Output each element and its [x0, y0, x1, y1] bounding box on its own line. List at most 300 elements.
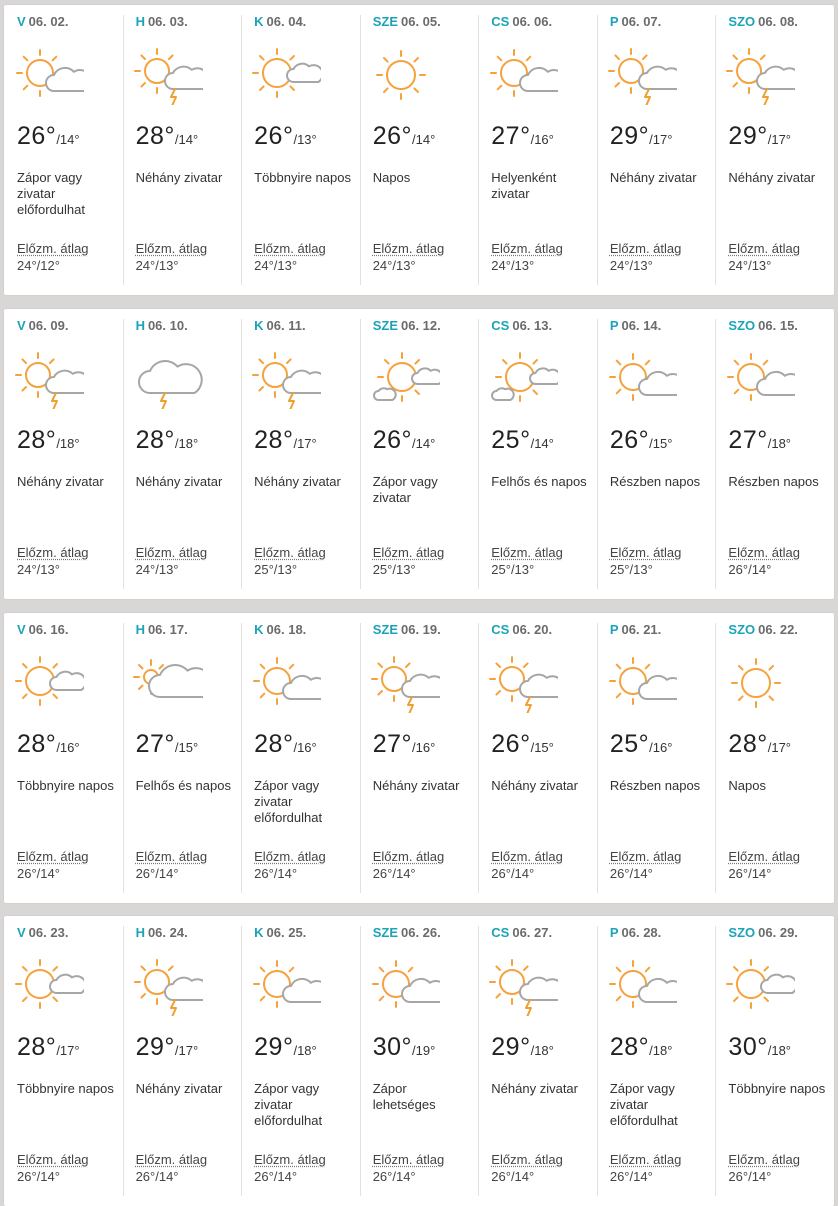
- day-cell[interactable]: [360, 309, 479, 599]
- weather-description: Néhány zivatar: [17, 474, 104, 489]
- partly-cloudy-icon: [249, 954, 321, 1016]
- weather-description: Zápor vagy zivatar előfordulhat: [254, 778, 323, 825]
- weather-description: Néhány zivatar: [609, 170, 697, 185]
- date-label: 06. 18.: [266, 622, 307, 637]
- historical-average-label[interactable]: Előzm. átlag: [254, 241, 326, 256]
- thunderstorm-sun-icon: [723, 43, 795, 105]
- min-temp: /17°: [767, 740, 792, 755]
- date-header: [610, 925, 661, 940]
- date-label: 06. 11.: [266, 318, 306, 333]
- weekday-label: SZO: [728, 14, 756, 29]
- partly-cloudy-icon: [368, 954, 440, 1016]
- day-cell[interactable]: [715, 613, 834, 903]
- historical-average-label[interactable]: Előzm. átlag: [372, 1152, 445, 1167]
- day-cell[interactable]: [241, 916, 360, 1206]
- temperature: [136, 426, 199, 455]
- weather-description: Zápor vagy zivatar előfordulhat: [609, 1081, 678, 1128]
- date-header: [491, 318, 552, 333]
- historical-average-label[interactable]: Előzm. átlag: [491, 849, 563, 864]
- temperature: [610, 426, 673, 455]
- day-cell[interactable]: [123, 5, 242, 295]
- date-header: [728, 622, 798, 637]
- mostly-sunny-icon: [723, 954, 795, 1016]
- weather-description: Néhány zivatar: [491, 778, 578, 793]
- min-temp: /15°: [649, 436, 673, 451]
- weekday-label: V: [17, 318, 26, 333]
- min-temp: /16°: [649, 740, 673, 755]
- date-header: [254, 14, 306, 29]
- temperature: [373, 1033, 436, 1062]
- temperature: [491, 426, 554, 455]
- cloudy-sun-icon: [131, 651, 203, 713]
- temperature: [136, 730, 199, 759]
- partly-cloudy-icon: [486, 43, 558, 105]
- min-temp: /14°: [56, 132, 80, 147]
- max-temp: 29°: [254, 1033, 294, 1061]
- historical-average-label[interactable]: Előzm. átlag: [609, 1152, 682, 1167]
- weather-description: Helyenként zivatar: [491, 170, 557, 201]
- date-header: [728, 925, 798, 940]
- temperature: [17, 122, 80, 151]
- week-card: [4, 309, 834, 599]
- temperature: [610, 1033, 673, 1062]
- temperature: [728, 426, 791, 455]
- weekday-label: H: [135, 14, 145, 29]
- temperature: [373, 426, 436, 455]
- day-cell[interactable]: [360, 613, 479, 903]
- min-temp: /13°: [293, 132, 317, 147]
- sun-two-clouds-icon: [368, 347, 440, 409]
- date-header: [728, 318, 798, 333]
- date-header: [17, 318, 68, 333]
- temperature: [136, 122, 199, 151]
- historical-average-label[interactable]: Előzm. átlag: [135, 849, 208, 864]
- weekday-label: CS: [491, 14, 510, 29]
- min-temp: /18°: [56, 436, 80, 451]
- weekday-label: SZE: [372, 622, 398, 637]
- partly-cloudy-icon: [605, 347, 677, 409]
- mostly-sunny-icon: [249, 43, 321, 105]
- thunderstorm-sun-icon: [486, 954, 558, 1016]
- historical-average-value: 24°/13°: [372, 258, 416, 273]
- weather-description: Zápor vagy zivatar előfordulhat: [254, 1081, 323, 1128]
- thunderstorm-sun-icon: [605, 43, 677, 105]
- thunderstorm-sun-icon: [12, 347, 84, 409]
- historical-average-value: 26°/14°: [254, 866, 298, 881]
- date-header: [136, 925, 188, 940]
- historical-average-label[interactable]: Előzm. átlag: [491, 241, 563, 256]
- date-header: [373, 925, 441, 940]
- historical-average-label[interactable]: Előzm. átlag: [728, 545, 800, 560]
- historical-average-value: 24°/13°: [609, 258, 653, 273]
- day-cell[interactable]: [597, 916, 716, 1206]
- partly-cloudy-icon: [249, 651, 321, 713]
- date-label: 06. 15.: [758, 318, 798, 333]
- max-temp: 26°: [609, 426, 650, 454]
- weather-description: Zápor lehetséges: [372, 1081, 436, 1112]
- min-temp: /14°: [412, 132, 436, 147]
- historical-average-value: 26°/14°: [609, 866, 653, 881]
- date-header: [136, 622, 188, 637]
- weekday-label: SZO: [728, 318, 756, 333]
- date-label: 06. 14.: [621, 318, 662, 333]
- max-temp: 29°: [491, 1033, 531, 1061]
- week-card: [4, 5, 834, 295]
- date-header: [491, 925, 552, 940]
- weather-description: Napos: [372, 170, 411, 185]
- weekday-label: SZO: [728, 622, 756, 637]
- min-temp: /15°: [174, 740, 199, 755]
- temperature: [491, 1033, 554, 1062]
- date-header: [254, 622, 306, 637]
- date-label: 06. 04.: [266, 14, 307, 29]
- temperature: [17, 730, 80, 759]
- weekday-label: K: [254, 318, 264, 333]
- min-temp: /14°: [174, 132, 199, 147]
- historical-average-label[interactable]: Előzm. átlag: [728, 849, 800, 864]
- date-label: 06. 25.: [266, 925, 307, 940]
- weather-description: Napos: [728, 778, 766, 793]
- min-temp: /18°: [767, 436, 792, 451]
- max-temp: 25°: [491, 426, 531, 454]
- weekday-label: P: [609, 925, 619, 940]
- mostly-sunny-icon: [12, 954, 84, 1016]
- date-header: [136, 318, 188, 333]
- weather-description: Zápor vagy zivatar előfordulhat: [17, 170, 85, 217]
- partly-cloudy-icon: [723, 347, 795, 409]
- weekday-label: P: [609, 14, 619, 29]
- date-header: [610, 622, 661, 637]
- historical-average-value: 26°/14°: [135, 866, 179, 881]
- max-temp: 28°: [17, 1033, 57, 1061]
- date-header: [17, 925, 68, 940]
- day-cell[interactable]: [241, 613, 360, 903]
- partly-cloudy-icon: [605, 954, 677, 1016]
- temperature: [610, 730, 673, 759]
- week-card: [4, 613, 834, 903]
- historical-average-value: 25°/13°: [372, 562, 416, 577]
- min-temp: /17°: [767, 132, 792, 147]
- sun-two-clouds-icon: [486, 347, 558, 409]
- day-cell[interactable]: [478, 613, 597, 903]
- weekday-label: SZE: [372, 14, 398, 29]
- max-temp: 28°: [609, 1033, 650, 1061]
- temperature: [17, 1033, 80, 1062]
- weather-description: Többnyire napos: [17, 778, 114, 793]
- min-temp: /16°: [56, 740, 80, 755]
- day-cell[interactable]: [478, 5, 597, 295]
- historical-average-label[interactable]: Előzm. átlag: [372, 849, 445, 864]
- weather-description: Néhány zivatar: [254, 474, 341, 489]
- min-temp: /16°: [530, 132, 554, 147]
- historical-average-value: 26°/14°: [728, 866, 772, 881]
- thunderstorm-sun-icon: [249, 347, 321, 409]
- historical-average-value: 24°/13°: [254, 258, 298, 273]
- date-label: 06. 09.: [28, 318, 69, 333]
- historical-average-value: 24°/13°: [491, 258, 535, 273]
- day-cell[interactable]: [360, 5, 479, 295]
- min-temp: /18°: [174, 436, 199, 451]
- date-header: [17, 622, 68, 637]
- day-cell[interactable]: [4, 613, 123, 903]
- date-header: [17, 14, 68, 29]
- historical-average-label[interactable]: Előzm. átlag: [609, 241, 682, 256]
- date-label: 06. 20.: [512, 622, 553, 637]
- weather-description: Néhány zivatar: [135, 474, 223, 489]
- historical-average-label[interactable]: Előzm. átlag: [372, 545, 445, 560]
- weather-description: Részben napos: [728, 474, 819, 489]
- day-cell[interactable]: [715, 309, 834, 599]
- weekday-label: P: [609, 318, 619, 333]
- weather-description: Néhány zivatar: [135, 1081, 223, 1096]
- date-label: 06. 12.: [401, 318, 441, 333]
- temperature: [610, 122, 673, 151]
- weekday-label: K: [254, 622, 264, 637]
- temperature: [728, 1033, 791, 1062]
- weather-description: Többnyire napos: [17, 1081, 114, 1096]
- week-card: [4, 916, 834, 1206]
- historical-average-value: 24°/13°: [728, 258, 772, 273]
- historical-average-value: 24°/13°: [135, 258, 179, 273]
- historical-average-value: 26°/14°: [17, 866, 60, 881]
- date-header: [728, 14, 798, 29]
- max-temp: 29°: [135, 1033, 175, 1061]
- max-temp: 30°: [728, 1033, 768, 1061]
- date-label: 06. 17.: [147, 622, 188, 637]
- weather-description: Részben napos: [609, 778, 701, 793]
- day-cell[interactable]: [597, 5, 716, 295]
- weekday-label: SZE: [372, 318, 398, 333]
- day-cell[interactable]: [123, 309, 242, 599]
- weather-description: Néhány zivatar: [728, 170, 816, 185]
- weather-description: Részben napos: [609, 474, 701, 489]
- date-label: 06. 26.: [401, 925, 441, 940]
- date-header: [136, 14, 188, 29]
- weekday-label: H: [135, 925, 145, 940]
- date-header: [373, 622, 441, 637]
- day-cell[interactable]: [241, 309, 360, 599]
- weekday-label: K: [254, 925, 264, 940]
- day-cell[interactable]: [597, 613, 716, 903]
- historical-average-label[interactable]: Előzm. átlag: [17, 545, 89, 560]
- day-cell[interactable]: [4, 309, 123, 599]
- partly-cloudy-icon: [605, 651, 677, 713]
- temperature: [254, 730, 317, 759]
- historical-average-value: 26°/14°: [372, 1169, 416, 1184]
- partly-cloudy-icon: [12, 43, 84, 105]
- sun-icon: [723, 651, 795, 713]
- date-label: 06. 24.: [147, 925, 188, 940]
- weekday-label: SZE: [372, 925, 398, 940]
- historical-average-value: 25°/13°: [254, 562, 298, 577]
- historical-average-label[interactable]: Előzm. átlag: [17, 849, 89, 864]
- date-label: 06. 13.: [512, 318, 553, 333]
- historical-average-value: 24°/13°: [135, 562, 179, 577]
- temperature: [728, 730, 791, 759]
- day-cell[interactable]: [715, 5, 834, 295]
- temperature: [254, 1033, 317, 1062]
- temperature: [373, 122, 436, 151]
- min-temp: /18°: [530, 1043, 554, 1058]
- day-cell[interactable]: [715, 916, 834, 1206]
- temperature: [728, 122, 791, 151]
- date-label: 06. 22.: [758, 622, 798, 637]
- date-header: [610, 318, 661, 333]
- historical-average-value: 25°/13°: [491, 562, 535, 577]
- min-temp: /17°: [293, 436, 317, 451]
- historical-average-value: 24°/12°: [17, 258, 60, 273]
- date-header: [373, 318, 441, 333]
- min-temp: /19°: [412, 1043, 436, 1058]
- weather-description: Felhős és napos: [491, 474, 587, 489]
- max-temp: 28°: [17, 730, 57, 758]
- historical-average-label[interactable]: Előzm. átlag: [609, 545, 682, 560]
- weekday-label: V: [17, 622, 26, 637]
- historical-average-value: 26°/14°: [609, 1169, 653, 1184]
- temperature: [254, 122, 317, 151]
- historical-average-label[interactable]: Előzm. átlag: [135, 1152, 208, 1167]
- min-temp: /16°: [412, 740, 436, 755]
- max-temp: 28°: [254, 426, 294, 454]
- min-temp: /16°: [293, 740, 317, 755]
- date-header: [491, 14, 552, 29]
- historical-average-label[interactable]: Előzm. átlag: [17, 241, 89, 256]
- day-cell[interactable]: [123, 916, 242, 1206]
- min-temp: /15°: [530, 740, 554, 755]
- min-temp: /18°: [293, 1043, 317, 1058]
- date-label: 06. 10.: [147, 318, 188, 333]
- max-temp: 27°: [135, 730, 175, 758]
- historical-average-label[interactable]: Előzm. átlag: [135, 241, 208, 256]
- max-temp: 28°: [135, 426, 175, 454]
- historical-average-label[interactable]: Előzm. átlag: [728, 1152, 800, 1167]
- date-label: 06. 03.: [147, 14, 188, 29]
- historical-average-label[interactable]: Előzm. átlag: [254, 1152, 326, 1167]
- temperature: [17, 426, 80, 455]
- historical-average-value: 24°/13°: [17, 562, 60, 577]
- weather-description: Zápor vagy zivatar: [372, 474, 438, 505]
- historical-average-value: 26°/14°: [728, 562, 772, 577]
- historical-average-label[interactable]: Előzm. átlag: [254, 849, 326, 864]
- max-temp: 28°: [728, 730, 768, 758]
- historical-average-value: 26°/14°: [17, 1169, 60, 1184]
- thunderstorm-sun-icon: [131, 954, 203, 1016]
- date-header: [254, 318, 305, 333]
- date-label: 06. 29.: [758, 925, 798, 940]
- historical-average-label[interactable]: Előzm. átlag: [609, 849, 682, 864]
- weather-description: Néhány zivatar: [135, 170, 223, 185]
- date-label: 06. 02.: [28, 14, 69, 29]
- min-temp: /17°: [649, 132, 673, 147]
- max-temp: 27°: [728, 426, 768, 454]
- historical-average-value: 26°/14°: [491, 866, 535, 881]
- historical-average-value: 26°/14°: [728, 1169, 772, 1184]
- thunderstorm-sun-icon: [131, 43, 203, 105]
- historical-average-value: 26°/14°: [254, 1169, 298, 1184]
- min-temp: /18°: [649, 1043, 673, 1058]
- day-cell[interactable]: [478, 309, 597, 599]
- date-header: [254, 925, 306, 940]
- weekday-label: CS: [491, 622, 510, 637]
- temperature: [254, 426, 317, 455]
- date-header: [491, 622, 552, 637]
- max-temp: 30°: [372, 1033, 413, 1061]
- historical-average-label[interactable]: Előzm. átlag: [491, 1152, 563, 1167]
- weekday-label: P: [609, 622, 619, 637]
- max-temp: 26°: [372, 122, 413, 150]
- min-temp: /14°: [530, 436, 554, 451]
- historical-average-label[interactable]: Előzm. átlag: [254, 545, 326, 560]
- date-label: 06. 07.: [621, 14, 662, 29]
- date-label: 06. 05.: [401, 14, 441, 29]
- weekday-label: CS: [491, 925, 510, 940]
- weekday-label: V: [17, 925, 26, 940]
- day-cell[interactable]: [597, 309, 716, 599]
- day-cell[interactable]: [478, 916, 597, 1206]
- thunderstorm-icon: [131, 347, 203, 409]
- weather-description: Többnyire napos: [254, 170, 351, 185]
- day-cell[interactable]: [123, 613, 242, 903]
- weekday-label: SZO: [728, 925, 756, 940]
- thunderstorm-sun-icon: [486, 651, 558, 713]
- date-label: 06. 08.: [758, 14, 798, 29]
- sun-icon: [368, 43, 440, 105]
- min-temp: /17°: [56, 1043, 80, 1058]
- max-temp: 26°: [491, 730, 531, 758]
- weather-description: Többnyire napos: [728, 1081, 826, 1096]
- historical-average-label[interactable]: Előzm. átlag: [17, 1152, 89, 1167]
- thunderstorm-sun-icon: [368, 651, 440, 713]
- date-label: 06. 19.: [401, 622, 441, 637]
- historical-average-label[interactable]: Előzm. átlag: [491, 545, 563, 560]
- mostly-sunny-icon: [12, 651, 84, 713]
- historical-average-value: 26°/14°: [135, 1169, 179, 1184]
- weekday-label: K: [254, 14, 264, 29]
- min-temp: /14°: [412, 436, 436, 451]
- temperature: [491, 122, 554, 151]
- weather-description: Néhány zivatar: [491, 1081, 578, 1096]
- max-temp: 29°: [728, 122, 768, 150]
- day-cell[interactable]: [241, 5, 360, 295]
- date-header: [610, 14, 661, 29]
- date-header: [373, 14, 441, 29]
- date-label: 06. 06.: [512, 14, 553, 29]
- max-temp: 26°: [254, 122, 294, 150]
- temperature: [491, 730, 554, 759]
- day-cell[interactable]: [4, 916, 123, 1206]
- max-temp: 25°: [609, 730, 650, 758]
- weekday-label: H: [135, 318, 145, 333]
- max-temp: 27°: [372, 730, 413, 758]
- historical-average-label[interactable]: Előzm. átlag: [728, 241, 800, 256]
- max-temp: 28°: [17, 426, 57, 454]
- weather-description: Felhős és napos: [135, 778, 231, 793]
- historical-average-label[interactable]: Előzm. átlag: [372, 241, 445, 256]
- date-label: 06. 27.: [512, 925, 553, 940]
- weather-description: Néhány zivatar: [372, 778, 460, 793]
- max-temp: 26°: [17, 122, 57, 150]
- historical-average-label[interactable]: Előzm. átlag: [135, 545, 208, 560]
- max-temp: 27°: [491, 122, 531, 150]
- day-cell[interactable]: [360, 916, 479, 1206]
- historical-average-value: 26°/14°: [491, 1169, 535, 1184]
- historical-average-value: 25°/13°: [609, 562, 653, 577]
- historical-average-value: 26°/14°: [372, 866, 416, 881]
- weekday-label: H: [135, 622, 145, 637]
- day-cell[interactable]: [4, 5, 123, 295]
- temperature: [373, 730, 436, 759]
- min-temp: /17°: [174, 1043, 199, 1058]
